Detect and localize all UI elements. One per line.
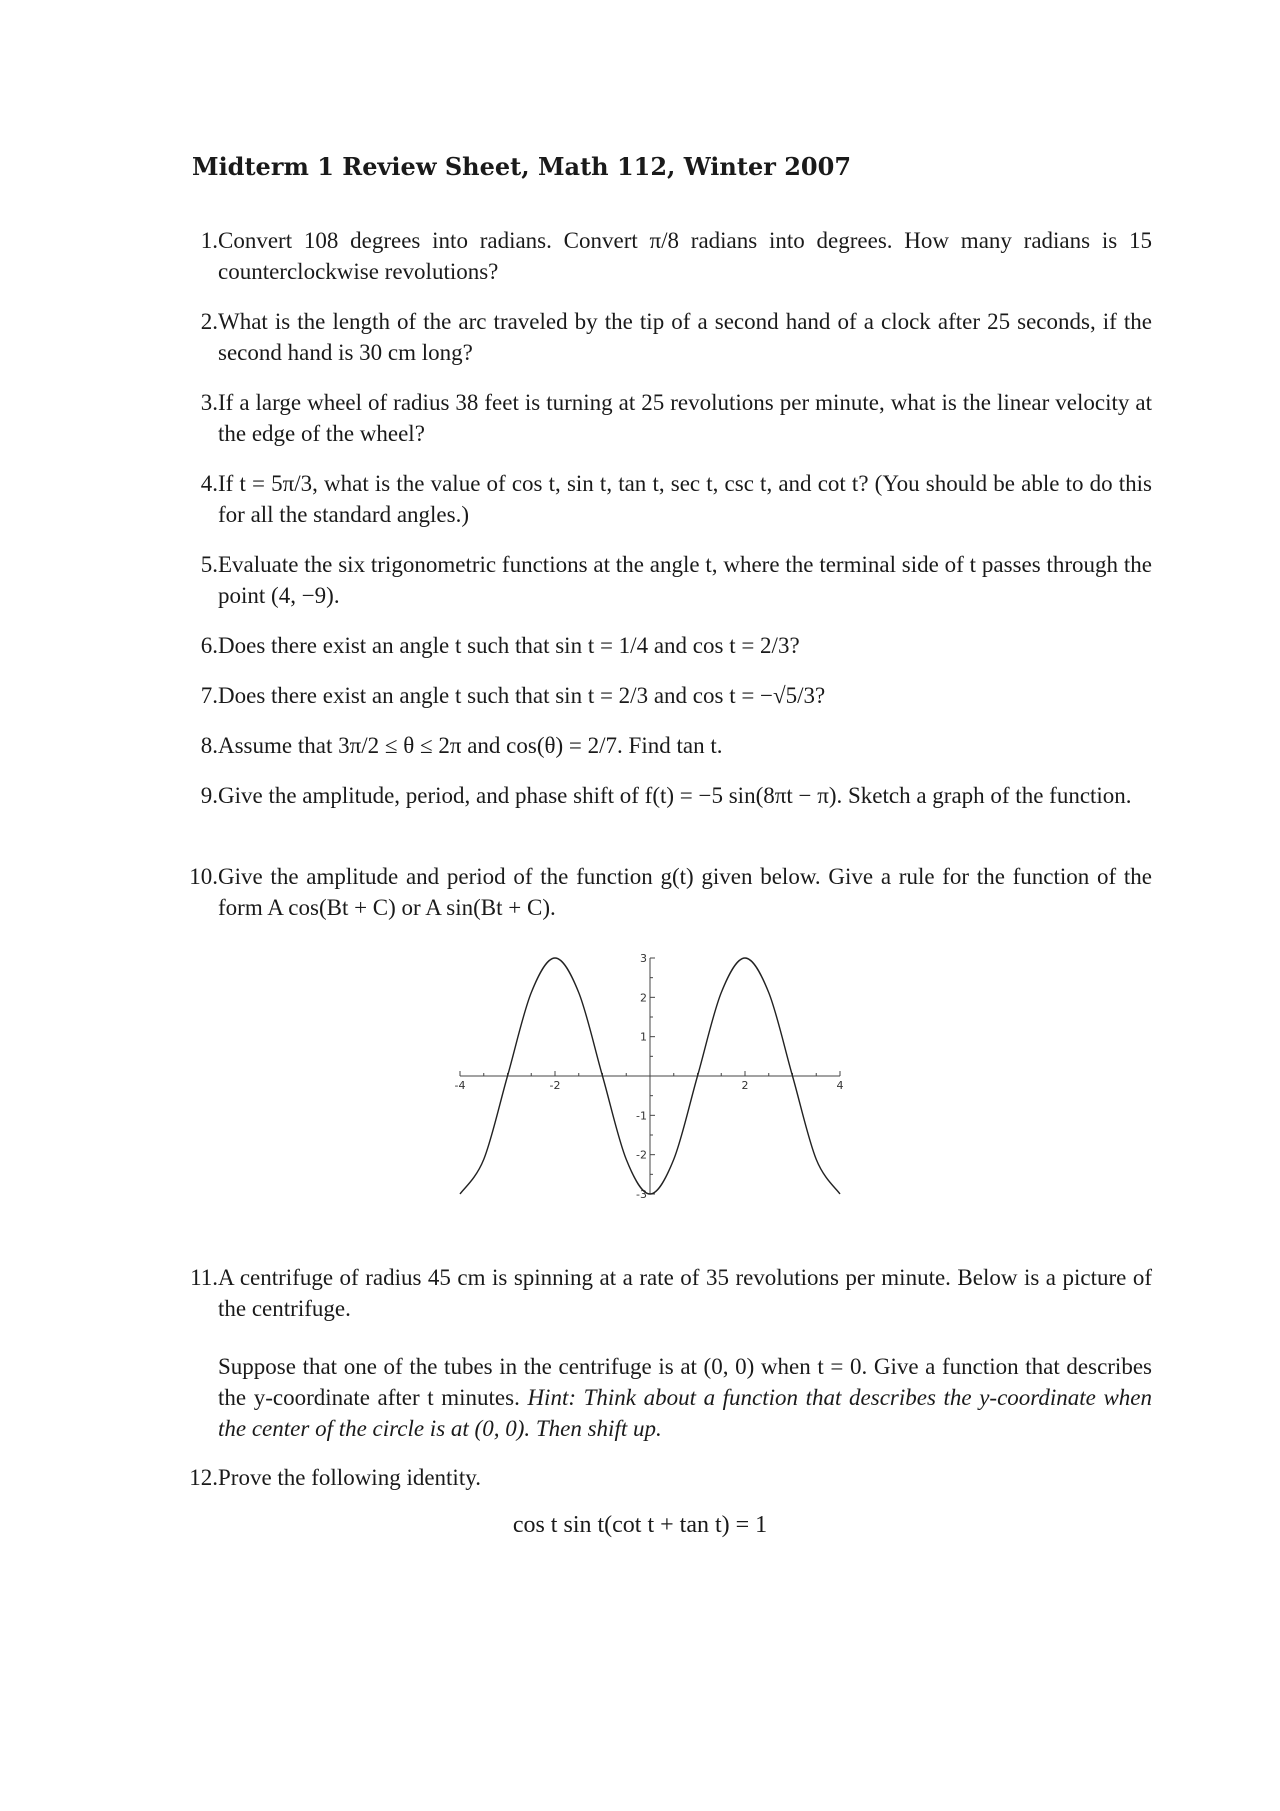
problem-9	[184, 780, 1152, 811]
problem-2	[184, 306, 1152, 368]
problem-text: If t = 5π/3, what is the value of cos t, sin t, tan t, sec t, csc t, and cot t? (You should be able to do this for all the standard angles.)	[218, 471, 1152, 527]
problem-12	[184, 1462, 1152, 1493]
problem-number: 11.	[190, 1265, 218, 1290]
problem-11-hint: Hint: Think about a function that describes the y-coordinate when the center of the circle is at (0, 0). Then shift up.	[218, 1385, 1153, 1441]
y-tick-label: -1	[636, 1109, 647, 1123]
problem-number: 8.	[200, 733, 218, 758]
problem-text: A centrifuge of radius 45 cm is spinning at a rate of 35 revolutions per minute. Below is a picture of the centrifuge.	[218, 1265, 1152, 1321]
problem-number: 5.	[200, 552, 218, 577]
problem-number: 3.	[200, 390, 218, 415]
problem-4	[184, 468, 1152, 530]
problem-text: Assume that 3π/2 ≤ θ ≤ 2π and cos(θ) = 2/7. Find tan t.	[218, 733, 723, 758]
problem-number: 4.	[200, 471, 218, 496]
problem-number: 7.	[200, 683, 218, 708]
problem-text: If a large wheel of radius 38 feet is turning at 25 revolutions per minute, what is the linear velocity at the edge of the wheel?	[218, 390, 1152, 446]
y-tick-label: 1	[640, 1030, 647, 1044]
y-tick-label: -2	[636, 1148, 647, 1162]
problem-11	[184, 1262, 1152, 1324]
problem-11-text: Suppose that one of the tubes in the centrifuge is at (0, 0) when t = 0. Give a function that describes the y-coordinate after t minutes.	[218, 1354, 1152, 1410]
x-tick-label: -2	[549, 1079, 561, 1092]
problem-text: Give the amplitude and period of the function g(t) given below. Give a rule for the function of the form A cos(Bt + C) or A sin(Bt + C).	[218, 864, 1152, 920]
y-tick-label: 2	[640, 991, 647, 1005]
y-tick-label: 3	[640, 952, 647, 965]
x-tick-label: 4	[836, 1079, 844, 1092]
problem-1	[184, 225, 1152, 287]
page-title: Midterm 1 Review Sheet, Math 112, Winter 2007	[192, 152, 852, 181]
problem-3	[184, 387, 1152, 449]
problem-text: Does there exist an angle t such that sin t = 1/4 and cos t = 2/3?	[218, 633, 800, 658]
problem-number: 9.	[200, 783, 218, 808]
problem-8	[184, 730, 1152, 761]
y-tick-label: -3	[636, 1188, 647, 1201]
problem-10	[184, 861, 1152, 923]
problem-11-paragraph	[218, 1351, 1152, 1444]
problem-text: Evaluate the six trigonometric functions at the angle t, where the terminal side of t passes through the point (4, −9).	[218, 552, 1152, 608]
function-graph	[440, 946, 860, 1206]
problem-6	[184, 630, 1152, 661]
x-tick-label: 2	[741, 1079, 749, 1092]
problem-7	[184, 680, 1152, 711]
problem-number: 1.	[200, 228, 218, 253]
problem-text: What is the length of the arc traveled by the tip of a second hand of a clock after 25 seconds, if the second hand is 30 cm long?	[218, 309, 1152, 365]
problem-number: 12.	[189, 1465, 218, 1490]
problem-number: 10.	[189, 864, 218, 889]
problem-number: 6.	[200, 633, 218, 658]
problem-text: Convert 108 degrees into radians. Convert π/8 radians into degrees. How many radians is 15 counterclockwise revolutions?	[218, 228, 1152, 284]
problem-5	[184, 549, 1152, 611]
problem-number: 2.	[200, 309, 218, 334]
x-tick-label: -4	[454, 1079, 466, 1092]
problem-text: Give the amplitude, period, and phase shift of f(t) = −5 sin(8πt − π). Sketch a graph of the function.	[218, 783, 1132, 808]
identity-equation: cos t sin t(cot t + tan t) = 1	[512, 1512, 768, 1538]
problem-text: Prove the following identity.	[218, 1465, 481, 1490]
problem-text: Does there exist an angle t such that sin t = 2/3 and cos t = −√5/3?	[218, 683, 826, 708]
